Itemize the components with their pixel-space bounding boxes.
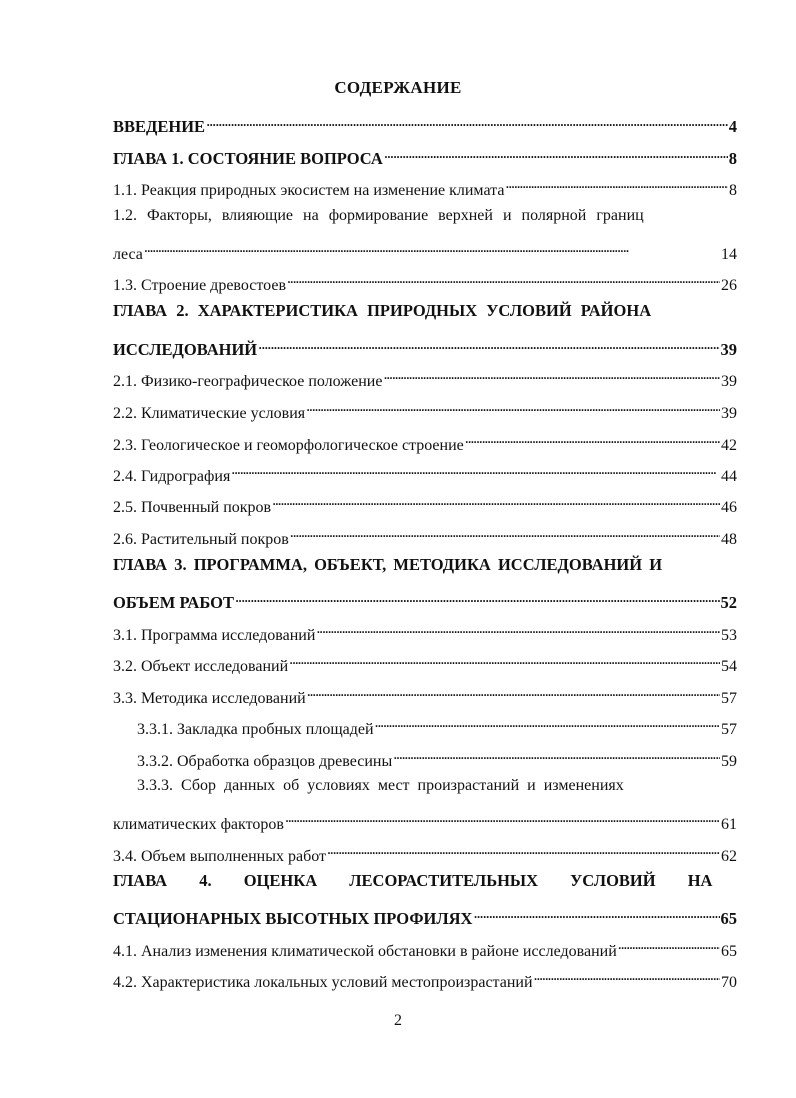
leader-dots <box>326 839 720 861</box>
toc-entry-chapter-1 <box>113 142 737 168</box>
toc-entry-title-cont: леса <box>113 246 143 263</box>
toc-entry-title: 3.4. Объем выполненных работ <box>113 848 326 865</box>
toc-entry-page: 8 <box>728 149 737 168</box>
leader-dots <box>234 586 720 608</box>
toc-entry-page: 65 <box>720 909 737 928</box>
toc-entry-page: 44 <box>721 468 737 485</box>
toc-entry-title: 2.2. Климатические условия <box>113 405 306 422</box>
toc-entry-intro <box>113 110 737 136</box>
toc-entry-3-3-1 <box>137 712 737 738</box>
toc-entry-3-3-2 <box>137 744 737 770</box>
leader-dots <box>472 902 719 924</box>
leader-dots <box>374 712 720 734</box>
toc-entry-1-3 <box>113 268 737 294</box>
toc-entry-3-4 <box>113 839 737 865</box>
toc-entry-3-1 <box>113 618 737 644</box>
leader-dots <box>305 396 720 418</box>
leader-dots <box>382 364 720 386</box>
page-number: 2 <box>394 1012 402 1029</box>
toc-entry-title: 3.3.3. Сбор данных об условиях мест произрастаний и изменениях <box>137 777 624 794</box>
toc-entry-chapter-4-line2 <box>113 902 737 928</box>
leader-dots <box>286 268 720 290</box>
toc-entry-1-1 <box>113 173 737 199</box>
toc-entry-chapter-3-line1 <box>113 554 741 576</box>
toc-entry-page: 57 <box>721 690 737 707</box>
toc-entry-page: 26 <box>721 277 737 294</box>
toc-entry-page: 59 <box>721 753 737 770</box>
toc-entry-title: 2.5. Почвенный покров <box>113 499 272 516</box>
toc-entry-title-cont: СТАЦИОНАРНЫХ ВЫСОТНЫХ ПРОФИЛЯХ <box>113 909 473 928</box>
toc-entry-page: 53 <box>721 627 737 644</box>
leader-dots <box>306 681 720 703</box>
leader-dots <box>464 428 720 450</box>
toc-entry-title: 3.2. Объект исследований <box>113 658 289 675</box>
leader-dots <box>504 173 728 195</box>
toc-entry-2-5 <box>113 490 737 516</box>
leader-dots <box>289 522 720 544</box>
toc-entry-2-2 <box>113 396 737 422</box>
toc-entry-3-3 <box>113 681 737 707</box>
toc-entry-2-4 <box>113 459 737 485</box>
leader-dots <box>257 333 719 355</box>
toc-entry-page: 8 <box>729 182 737 199</box>
toc-entry-title: 1.2. Факторы, влияющие на формирование верхней и полярной границ <box>113 207 644 224</box>
toc-entry-1-2-line1 <box>113 205 741 227</box>
toc-entry-3-3-3-line2 <box>113 807 737 833</box>
page-title: СОДЕРЖАНИЕ <box>334 78 462 97</box>
toc-entry-chapter-3-line2 <box>113 586 737 612</box>
toc-entry-page: 61 <box>721 816 737 833</box>
leader-dots <box>315 618 720 640</box>
toc-entry-1-2-line2 <box>113 237 737 263</box>
toc-entry-2-1 <box>113 364 737 390</box>
toc-entry-title: 3.3.1. Закладка пробных площадей <box>137 721 374 738</box>
toc-entry-page: 48 <box>721 531 737 548</box>
leader-dots <box>392 744 720 766</box>
toc-entry-title: 2.6. Растительный покров <box>113 531 289 548</box>
leader-dots <box>284 807 720 829</box>
toc-entry-page: 39 <box>720 340 737 359</box>
toc-entry-title-cont: ИССЛЕДОВАНИЙ <box>113 340 258 359</box>
toc-entry-title: ГЛАВА 2. ХАРАКТЕРИСТИКА ПРИРОДНЫХ УСЛОВИЙ РАЙОНА <box>113 301 652 320</box>
leader-dots <box>271 490 720 512</box>
toc-entry-title: 1.3. Строение древостоев <box>113 277 286 294</box>
toc-entry-title-cont: ОБЪЕМ РАБОТ <box>113 593 234 612</box>
toc-entry-3-2 <box>113 649 737 675</box>
leader-dots <box>205 110 728 132</box>
leader-dots <box>533 965 720 987</box>
toc-entry-chapter-4-line1 <box>113 870 737 892</box>
toc-entry-4-2 <box>113 965 737 991</box>
toc-entry-2-6 <box>113 522 737 548</box>
leader-dots <box>288 649 720 671</box>
toc-entry-title-cont: климатических факторов <box>113 816 284 833</box>
toc-entry-title: 1.1. Реакция природных экосистем на изменение климата <box>113 182 505 199</box>
toc-entry-page: 54 <box>721 658 737 675</box>
toc-entry-title: 3.3. Методика исследований <box>113 690 306 707</box>
leader-dots <box>617 934 720 956</box>
toc-entry-title: 4.2. Характеристика локальных условий местопроизрастаний <box>113 974 533 991</box>
toc-entry-title: 2.4. Гидрография <box>113 468 231 485</box>
toc-entry-page: 57 <box>721 721 737 738</box>
toc-entry-title: ГЛАВА 4. ОЦЕНКА ЛЕСОРАСТИТЕЛЬНЫХ УСЛОВИЙ НА <box>113 871 713 890</box>
toc-entry-title: 3.1. Программа исследований <box>113 627 316 644</box>
toc-entry-page: 46 <box>721 499 737 516</box>
toc-entry-title: ГЛАВА 1. СОСТОЯНИЕ ВОПРОСА <box>113 149 383 168</box>
toc-entry-page: 52 <box>720 593 737 612</box>
leader-dots <box>383 142 728 164</box>
toc-entry-title: 4.1. Анализ изменения климатической обстановки в районе исследований <box>113 943 617 960</box>
toc-entry-title: 2.1. Физико-географическое положение <box>113 373 383 390</box>
toc-entry-page: 14 <box>721 246 737 263</box>
toc-entry-2-3 <box>113 428 737 454</box>
toc-entry-3-3-3-line1 <box>137 775 739 797</box>
toc-entry-title: 3.3.2. Обработка образцов древесины <box>137 753 393 770</box>
toc-entry-page: 70 <box>721 974 737 991</box>
toc-entry-title: ВВЕДЕНИЕ <box>113 117 206 136</box>
toc-entry-chapter-2-line1 <box>113 300 741 322</box>
toc-entry-4-1 <box>113 934 737 960</box>
toc-entry-page: 42 <box>721 437 737 454</box>
leader-dots <box>143 237 720 259</box>
toc-entry-page: 65 <box>721 943 737 960</box>
toc-entry-page: 39 <box>721 373 737 390</box>
toc-entry-chapter-2-line2 <box>113 333 737 359</box>
toc-entry-page: 4 <box>728 117 737 136</box>
leader-dots <box>230 459 720 481</box>
toc-entry-title: ГЛАВА 3. ПРОГРАММА, ОБЪЕКТ, МЕТОДИКА ИССЛЕДОВАНИЙ И <box>113 555 663 574</box>
toc-entry-title: 2.3. Геологическое и геоморфологическое строение <box>113 437 464 454</box>
toc-entry-page: 62 <box>721 848 737 865</box>
toc-entry-page: 39 <box>721 405 737 422</box>
